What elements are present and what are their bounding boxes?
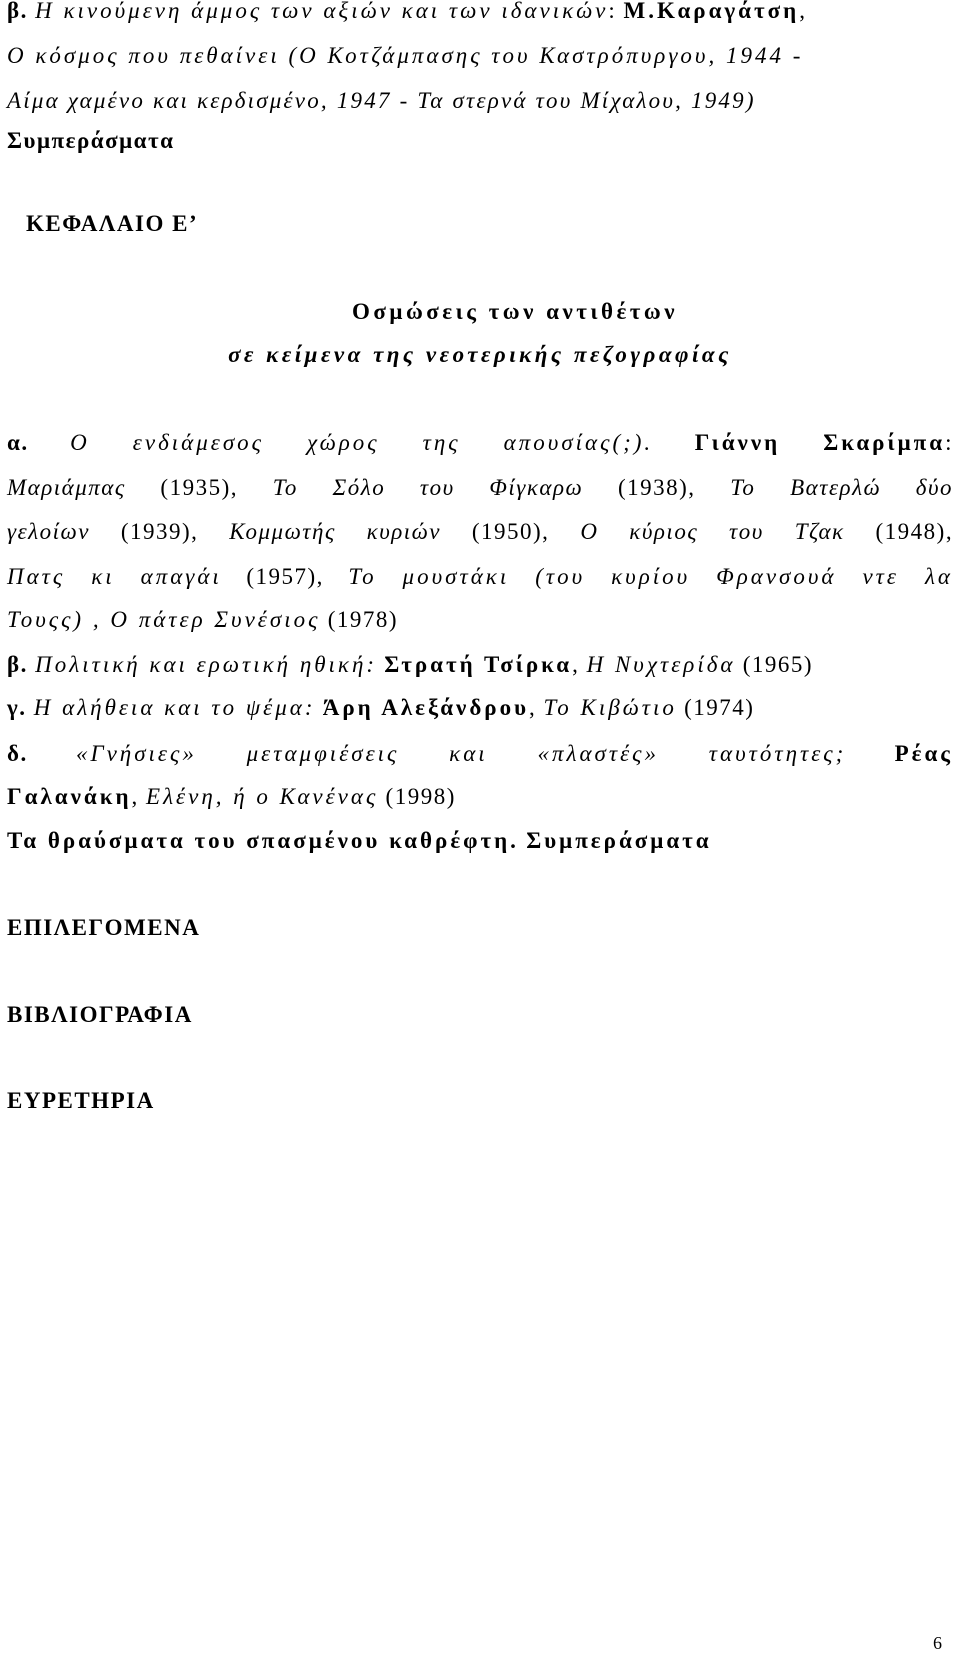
toc-entry-mirror bbox=[7, 826, 712, 856]
entry-title: Η αλήθεια και το ψέμα: bbox=[33, 695, 316, 720]
entry-title: Ο ενδιάμεσος χώρος της απουσίας(;). bbox=[70, 430, 654, 455]
toc-entry-alpha-line4 bbox=[7, 562, 953, 592]
work-title: Μαριάμπας bbox=[7, 475, 126, 500]
entry-letter: α. bbox=[7, 430, 29, 455]
toc-entry-beta-karagatsis-line1 bbox=[7, 0, 806, 26]
work-title: Το Κιβώτιο bbox=[543, 695, 677, 720]
work-title: Το Βατερλώ δύο bbox=[730, 475, 954, 500]
entry-author: Στρατή Τσίρκα bbox=[384, 652, 573, 677]
toc-entry-alpha-line1 bbox=[7, 428, 953, 458]
entry-separator: , bbox=[799, 0, 807, 23]
work-year: (1935), bbox=[160, 475, 238, 500]
entry-author: Ρέας bbox=[894, 741, 954, 766]
toc-entry-alpha-line5 bbox=[7, 605, 398, 635]
work-title: γελοίων bbox=[7, 519, 90, 544]
toc-entry-alpha-line2 bbox=[7, 473, 953, 503]
toc-entry-alpha-line3 bbox=[7, 517, 953, 547]
work-title: Ο κύριος του Τζακ bbox=[580, 519, 845, 544]
toc-entry-gamma-alexandrou bbox=[7, 693, 754, 723]
work-title: Η Νυχτερίδα bbox=[586, 652, 736, 677]
work-year: (1938), bbox=[617, 475, 696, 500]
entry-author: Γαλανάκη bbox=[7, 784, 132, 809]
chapter-heading: ΚΕΦΑΛΑΙΟ Ε’ bbox=[26, 211, 199, 236]
entry-title: «Γνήσιες» μεταμφιέσεις και «πλαστές» ταυτότητες; bbox=[76, 741, 847, 766]
work-year: (1957), bbox=[246, 564, 324, 589]
entry-colon: : bbox=[608, 0, 617, 23]
entry-separator: , bbox=[529, 695, 537, 720]
work-year: (1939), bbox=[120, 519, 199, 544]
toc-entry-beta-karagatsis-line3: Αίμα χαμένο και κερδισμένο, 1947 - Τα στερνά του Μίχαλου, 1949) bbox=[7, 88, 756, 113]
toc-entry-delta-line1 bbox=[7, 739, 953, 769]
toc-epilegomena: ΕΠΙΛΕΓΟΜΕΝΑ bbox=[7, 915, 201, 940]
entry-letter: δ. bbox=[7, 741, 28, 766]
entry-title: Πολιτική και ερωτική ηθική: bbox=[35, 652, 378, 677]
entry-letter: γ. bbox=[7, 695, 27, 720]
work-title: Πατς κι απαγάι bbox=[7, 564, 222, 589]
toc-conclusions-1: Συμπεράσματα bbox=[7, 128, 175, 153]
chapter-title-line1: Οσμώσεις των αντιθέτων bbox=[352, 299, 678, 324]
work-title: Κομμωτής κυριών bbox=[229, 519, 441, 544]
toc-conclusions-2: Συμπεράσματα bbox=[526, 828, 712, 853]
work-title: Το μουστάκι (του κυρίου Φρανσουά ντε λα bbox=[348, 564, 953, 589]
work-year: (1948), bbox=[875, 519, 954, 544]
entry-letter: β. bbox=[7, 652, 28, 677]
work-year: (1974) bbox=[684, 695, 755, 720]
work-title: Το Σόλο του Φίγκαρω bbox=[272, 475, 584, 500]
entry-separator: , bbox=[131, 784, 139, 809]
work-title: Τουςς) , Ο πάτερ Συνέσιος bbox=[7, 607, 321, 632]
work-year: (1978) bbox=[327, 607, 399, 632]
entry-separator: , bbox=[572, 652, 580, 677]
entry-title: Η κινούμενη άμμος των αξιών και των ιδανικών bbox=[35, 0, 609, 23]
work-title: Ελένη, ή ο Κανένας bbox=[146, 784, 379, 809]
toc-index: ΕΥΡΕΤΗΡΙΑ bbox=[7, 1088, 155, 1113]
work-year: (1998) bbox=[385, 784, 456, 809]
page-number: 6 bbox=[933, 1633, 942, 1653]
toc-bibliography: ΒΙΒΛΙΟΓΡΑΦΙΑ bbox=[7, 1002, 193, 1027]
toc-entry-beta-tsirkas bbox=[7, 650, 813, 680]
toc-entry-delta-line2 bbox=[7, 782, 456, 812]
work-year: (1950), bbox=[471, 519, 550, 544]
entry-letter: β. bbox=[7, 0, 28, 23]
toc-entry-beta-karagatsis-line2: Ο κόσμος που πεθαίνει (Ο Κοτζάμπασης του Καστρόπυργου, 1944 - bbox=[7, 43, 804, 68]
entry-author: Άρη Αλεξάνδρου bbox=[322, 695, 530, 720]
entry-colon: : bbox=[945, 430, 953, 455]
work-year: (1965) bbox=[742, 652, 814, 677]
entry-title: Τα θραύσματα του σπασμένου καθρέφτη. bbox=[7, 828, 519, 853]
entry-author: Γιάννη Σκαρίμπα bbox=[694, 430, 946, 455]
entry-author: Μ.Καραγάτση bbox=[623, 0, 800, 23]
chapter-title-line2: σε κείμενα της νεοτερικής πεζογραφίας bbox=[228, 342, 732, 367]
